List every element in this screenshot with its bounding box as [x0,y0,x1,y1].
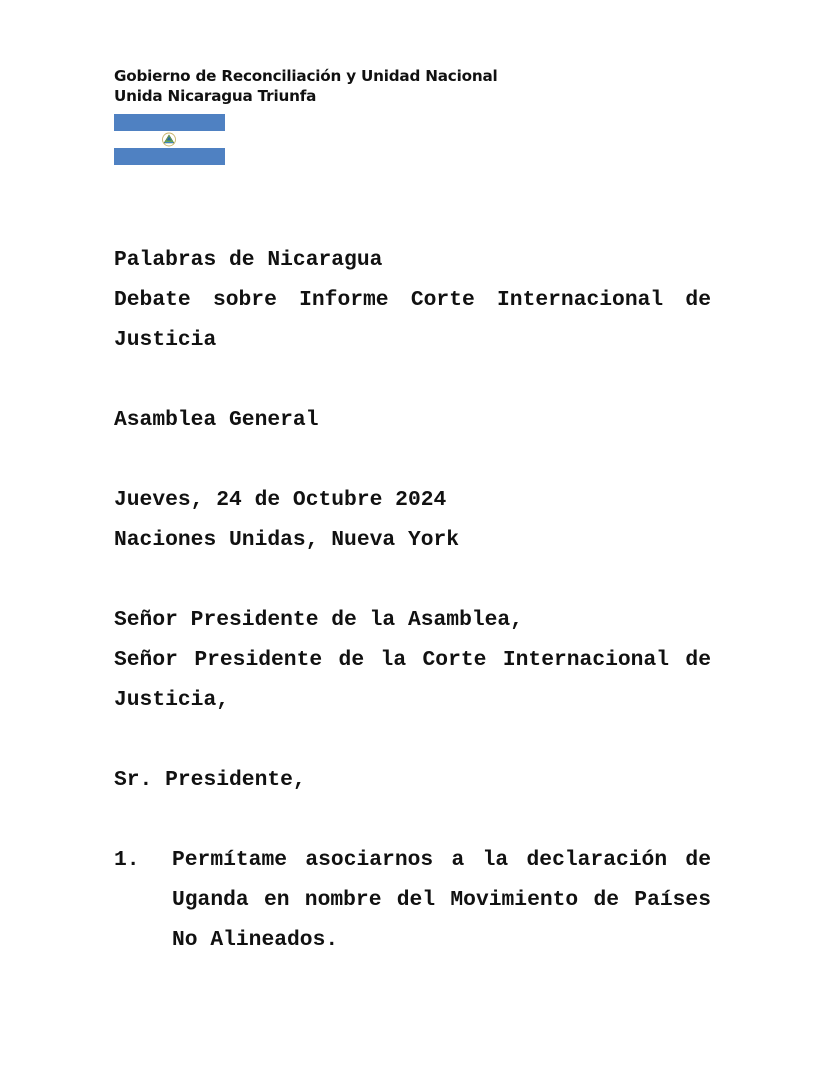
speech-date: Jueves, 24 de Octubre 2024 [114,488,447,512]
assembly-name: Asamblea General [114,408,319,432]
letterhead-government-name: Gobierno de Reconciliación y Unidad Nacional [114,67,498,85]
salutation-assembly-president: Señor Presidente de la Asamblea, [114,608,523,632]
speech-subtitle: Debate sobre Informe Corte Internacional de Justicia [114,288,711,352]
numbered-paragraph [114,840,711,960]
paragraph-number: 1. [114,848,140,872]
salutation-court-president: Señor Presidente de la Corte Internacional de Justicia, [114,648,711,712]
flag-bottom-stripe [114,148,225,165]
speech-content [114,240,711,960]
coat-of-arms-icon [161,132,177,147]
letterhead-slogan: Unida Nicaragua Triunfa [114,87,317,105]
letterhead [114,66,498,106]
nicaragua-flag-icon [114,114,225,165]
speech-title: Palabras de Nicaragua [114,248,383,272]
paragraph-text: Permítame asociarnos a la declaración de Uganda en nombre del Movimiento de Países No Alineados. [172,848,711,952]
speech-location: Naciones Unidas, Nueva York [114,528,460,552]
flag-top-stripe [114,114,225,131]
address-president: Sr. Presidente, [114,768,306,792]
